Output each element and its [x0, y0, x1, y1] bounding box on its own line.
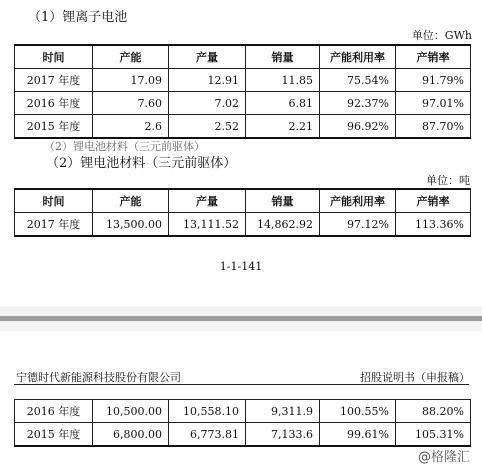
table-cell: 11.85 — [246, 69, 320, 92]
table-cell: 13,111.52 — [169, 213, 246, 237]
cut-off-text: （2）锂电池材料（三元前驱体） — [44, 140, 205, 153]
table-cell: 91.79% — [396, 69, 471, 92]
header-cell: 产销率 — [396, 45, 471, 69]
table-cell: 7.02 — [169, 92, 246, 115]
table-cell: 88.20% — [396, 400, 471, 423]
header-cell: 销量 — [246, 45, 320, 69]
page-gap — [0, 306, 482, 316]
section2-unit: 单位：吨 — [426, 174, 470, 187]
table-cell: 2.6 — [93, 115, 169, 139]
table-cell: 10,558.10 — [169, 400, 246, 423]
table-cell: 12.91 — [169, 69, 246, 92]
table-cell: 2015 年度 — [15, 115, 93, 139]
table-cell: 17.09 — [93, 69, 169, 92]
table-cell: 10,500.00 — [93, 400, 169, 423]
header-cell: 产能利用率 — [320, 45, 396, 69]
table-row — [15, 69, 471, 92]
header-cell: 产能 — [93, 45, 169, 69]
company-name: 宁德时代新能源科技股份有限公司 — [16, 371, 181, 384]
header-cell: 产销率 — [396, 189, 471, 213]
header-cell: 产量 — [169, 189, 246, 213]
table-header-row — [15, 45, 471, 69]
table-cell: 2016 年度 — [15, 400, 93, 423]
table-cell: 7,133.6 — [246, 423, 320, 447]
header-cell: 销量 — [246, 189, 320, 213]
document-name: 招股说明书（申报稿） — [360, 371, 470, 384]
table-row — [15, 423, 471, 447]
table-row — [15, 115, 471, 139]
section1-unit: 单位：GWh — [411, 29, 472, 42]
header-cell: 产量 — [169, 45, 246, 69]
section1-table — [14, 44, 471, 139]
header-cell: 产能 — [93, 189, 169, 213]
table-cell: 2017 年度 — [15, 213, 93, 237]
table-cell: 9,311.9 — [246, 400, 320, 423]
table-header-row — [15, 189, 471, 213]
page-gap — [0, 321, 482, 331]
table-cell: 6.81 — [246, 92, 320, 115]
section1-title: （1）锂离子电池 — [28, 10, 128, 25]
table-row — [15, 400, 471, 423]
table-row — [15, 213, 471, 237]
table-cell: 2016 年度 — [15, 92, 93, 115]
table-cell: 2.52 — [169, 115, 246, 139]
table-cell: 92.37% — [320, 92, 396, 115]
table-cell: 6,773.81 — [169, 423, 246, 447]
table-cell: 7.60 — [93, 92, 169, 115]
watermark: @格隆汇 — [418, 450, 471, 465]
table-cell: 13,500.00 — [93, 213, 169, 237]
table-cell: 6,800.00 — [93, 423, 169, 447]
table-cell: 2017 年度 — [15, 69, 93, 92]
table-cell: 97.12% — [320, 213, 396, 237]
page-number: 1-1-141 — [219, 260, 263, 273]
header-cell: 时间 — [15, 189, 93, 213]
header-cell: 产能利用率 — [320, 189, 396, 213]
table-cell: 75.54% — [320, 69, 396, 92]
header-rule — [14, 384, 469, 385]
table-cell: 105.31% — [396, 423, 471, 447]
table-cell: 2015 年度 — [15, 423, 93, 447]
table-cell: 113.36% — [396, 213, 471, 237]
table-cell: 99.61% — [320, 423, 396, 447]
continued-table — [14, 399, 471, 447]
table-cell: 100.55% — [320, 400, 396, 423]
table-cell: 97.01% — [396, 92, 471, 115]
header-cell: 时间 — [15, 45, 93, 69]
section2-title: （2）锂电池材料（三元前驱体） — [46, 156, 237, 171]
table-cell: 2.21 — [246, 115, 320, 139]
table-cell: 87.70% — [396, 115, 471, 139]
table-cell: 14,862.92 — [246, 213, 320, 237]
table-cell: 96.92% — [320, 115, 396, 139]
section2-table — [14, 188, 471, 237]
table-row — [15, 92, 471, 115]
